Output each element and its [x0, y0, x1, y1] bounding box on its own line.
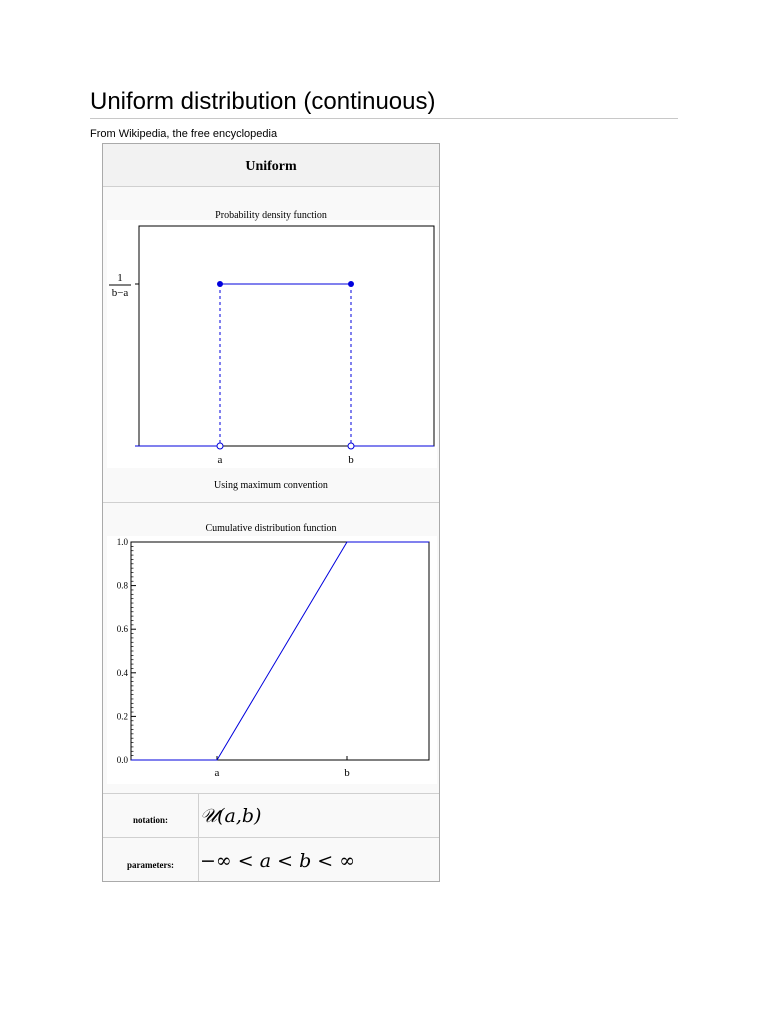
- pdf-closed-point-a: [217, 281, 223, 287]
- y-tick-label-numerator: 1: [117, 272, 123, 284]
- divider: [103, 793, 439, 794]
- page-title: Uniform distribution (continuous): [90, 88, 436, 115]
- title-divider: [90, 118, 678, 119]
- x-tick-label-b: b: [348, 454, 354, 466]
- notation-value: 𝒰(a,b): [200, 805, 262, 827]
- pdf-closed-point-b: [348, 281, 354, 287]
- x-tick-label-a: a: [214, 767, 220, 779]
- cdf-line: [131, 542, 429, 760]
- y-tick-label: 0.8: [116, 580, 128, 591]
- cdf-chart: [103, 516, 439, 788]
- plot-frame: [131, 542, 429, 760]
- y-tick-label: 0.4: [116, 667, 128, 678]
- divider: [103, 186, 439, 187]
- y-tick-label-denominator: b−a: [111, 287, 129, 299]
- cdf-chart-title: Cumulative distribution function: [205, 523, 337, 534]
- x-tick-label-a: a: [217, 454, 223, 466]
- infobox-header: Uniform: [103, 144, 439, 186]
- y-tick-label: 0.2: [116, 711, 128, 722]
- y-tick-label: 1.0: [116, 537, 128, 547]
- divider: [103, 837, 439, 838]
- y-tick-label: 0.6: [116, 624, 128, 635]
- infobox: [102, 143, 440, 882]
- pdf-chart: [103, 202, 439, 472]
- divider: [103, 502, 439, 503]
- parameters-label: parameters:: [127, 860, 174, 870]
- pdf-open-point-b: [348, 443, 354, 449]
- pdf-open-point-a: [217, 443, 223, 449]
- notation-label: notation:: [132, 815, 168, 825]
- page-subtitle: From Wikipedia, the free encyclopedia: [90, 128, 278, 140]
- parameters-value: −∞ < a < b < ∞: [200, 850, 356, 872]
- pdf-caption: Using maximum convention: [214, 480, 328, 491]
- plot-frame: [139, 226, 434, 446]
- x-tick-label-b: b: [344, 767, 350, 779]
- y-tick-label: 0.0: [116, 755, 128, 765]
- pdf-chart-title: Probability density function: [215, 210, 327, 221]
